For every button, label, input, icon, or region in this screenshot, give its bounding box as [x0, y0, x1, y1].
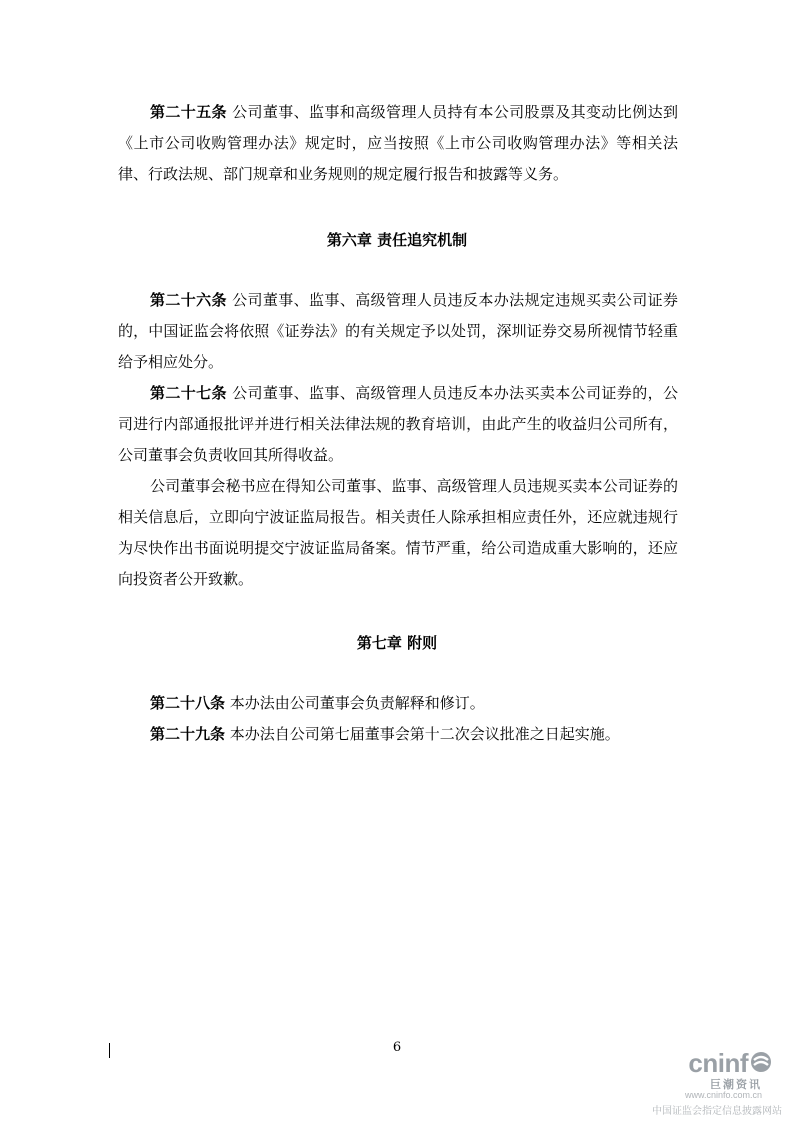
article-text: 公司董事、监事、高级管理人员违反本办法买卖本公司证券的，公司进行内部通报批评并进行相关法律法规的教育培训，由此产生的收益归公司所有，公司董事会负责收回其所得收益。 [118, 384, 678, 464]
chapter-6-heading: 第六章 责任追究机制 [326, 231, 468, 249]
logo-chinese-name: 巨潮资讯 [710, 1079, 762, 1091]
article-number: 第二十六条 [150, 291, 227, 309]
article-text: 本办法由公司董事会负责解释和修订。 [229, 694, 485, 712]
article-text: 公司董事、监事、高级管理人员违反本办法规定违规买卖公司证券的，中国证监会将依照《证券法》的有关规定予以处罚，深圳证券交易所视情节轻重给予相应处分。 [118, 291, 678, 371]
article-27 [118, 378, 678, 471]
article-number: 第二十九条 [150, 725, 226, 743]
article-text: 本办法自公司第七届董事会第十二次会议批准之日起实施。 [229, 725, 620, 743]
secretary-paragraph: 公司董事会秘书应在得知公司董事、监事、高级管理人员违规买卖本公司证券的相关信息后，立即向宁波证监局报告。相关责任人除承担相应责任外，还应就违规行为尽快作出书面说明提交宁波证监局备案。情节严重，给公司造成重大影响的，还应向投资者公开致歉。 [118, 477, 678, 588]
article-28 [118, 688, 678, 719]
page-number: 6 [392, 1040, 402, 1055]
logo-tagline: 中国证监会指定信息披露网站 [652, 1106, 782, 1117]
article-29 [118, 719, 678, 750]
article-26 [118, 285, 678, 378]
article-number: 第二十八条 [150, 694, 226, 712]
swirl-icon [750, 1051, 772, 1073]
logo-wordmark: cninf [688, 1048, 748, 1078]
logo-url: www.cninfo.com.cn [684, 1090, 762, 1100]
chapter-7-heading: 第七章 附则 [356, 634, 438, 652]
article-number: 第二十五条 [150, 103, 227, 121]
article-text: 公司董事、监事和高级管理人员持有本公司股票及其变动比例达到《上市公司收购管理办法》规定时，应当按照《上市公司收购管理办法》等相关法律、行政法规、部门规章和业务规则的规定履行报告和披露等义务。 [118, 103, 678, 183]
cninfo-logo [622, 1048, 782, 1118]
article-number: 第二十七条 [150, 384, 227, 402]
article-25 [118, 97, 678, 190]
